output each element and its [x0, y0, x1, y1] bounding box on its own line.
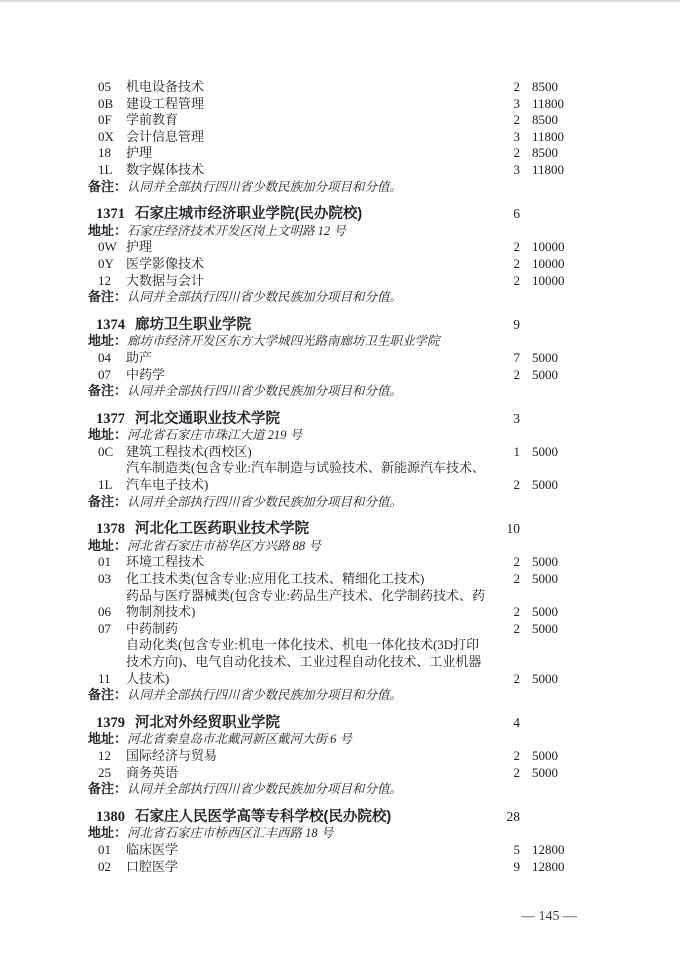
major-plan-count: 5: [513, 841, 520, 857]
university-total-plan: 28: [506, 808, 520, 824]
address-text: 河北省石家庄市裕华区方兴路 88 号: [127, 538, 321, 553]
university-name: 河北化工医药职业技术学院: [135, 521, 309, 538]
remark-row: [88, 494, 582, 511]
major-plan-count: 2: [513, 112, 520, 128]
university-header: [88, 317, 582, 334]
major-tuition-fee: 5000: [532, 366, 558, 382]
university-section: [88, 521, 582, 704]
major-code: 07: [98, 620, 111, 636]
major-code: 0X: [98, 128, 114, 144]
major-plan-count: 2: [513, 670, 520, 686]
major-row: [88, 554, 582, 571]
remark-text: 认同并全部执行四川省少数民族加分项目和分值。: [127, 384, 403, 399]
remark-row: [88, 179, 582, 196]
major-row: [88, 460, 582, 493]
remark-label: 备注：: [88, 178, 128, 194]
major-name: 汽车制造类(包含专业:汽车制造与试验技术、新能源汽车技术、汽车电子技术): [126, 460, 485, 493]
address-row: [88, 427, 582, 444]
major-code: 06: [98, 604, 111, 620]
university-total-plan: 10: [506, 521, 520, 537]
major-plan-count: 2: [513, 747, 520, 763]
major-code: 07: [98, 366, 111, 382]
address-text: 河北省秦皇岛市北戴河新区戴河大街 6 号: [127, 732, 353, 747]
major-row: [88, 350, 582, 367]
major-name: 护理: [126, 239, 153, 255]
major-tuition-fee: 11800: [532, 95, 565, 111]
major-row: [88, 79, 582, 96]
page-number: — 145 —: [521, 909, 577, 924]
university-name: 河北对外经贸职业学院: [135, 714, 280, 731]
address-row: [88, 825, 582, 842]
university-header: [88, 715, 582, 732]
address-text: 河北省石家庄市桥西区汇丰西路 18 号: [127, 826, 334, 841]
major-name: 化工技术类(包含专业:应用化工技术、精细化工技术): [126, 571, 425, 587]
major-tuition-fee: 12800: [532, 841, 565, 857]
address-row: [88, 731, 582, 748]
major-row: [88, 859, 582, 876]
university-section: [88, 715, 582, 798]
remark-text: 认同并全部执行四川省少数民族加分项目和分值。: [127, 688, 403, 703]
remark-label: 备注：: [88, 289, 128, 305]
page-footer: [507, 893, 577, 941]
major-row: [88, 637, 582, 687]
major-plan-count: 3: [513, 95, 520, 111]
university-header: [88, 411, 582, 428]
major-code: 05: [98, 79, 111, 94]
major-code: 1L: [98, 477, 113, 493]
major-row: [88, 367, 582, 384]
major-tuition-fee: 12800: [532, 858, 565, 874]
remark-text: 认同并全部执行四川省少数民族加分项目和分值。: [127, 290, 403, 305]
major-name: 医学影像技术: [126, 255, 205, 271]
major-plan-count: 1: [513, 443, 520, 459]
university-code: 1380: [96, 808, 125, 825]
major-tuition-fee: 5000: [532, 604, 558, 620]
university-total-plan: 4: [513, 714, 520, 730]
major-tuition-fee: 10000: [532, 239, 565, 255]
major-plan-count: 2: [513, 604, 520, 620]
university-header: [88, 521, 582, 538]
major-tuition-fee: 5000: [532, 620, 558, 636]
university-name: 石家庄城市经济职业学院(民办院校): [135, 206, 363, 223]
address-text: 河北省石家庄市珠江大道 219 号: [127, 428, 303, 443]
major-plan-count: 2: [513, 620, 520, 636]
university-name: 廊坊卫生职业学院: [135, 316, 251, 333]
university-total-plan: 6: [513, 206, 520, 222]
major-name: 建筑工程技术(西校区): [126, 443, 252, 459]
major-plan-count: 2: [513, 477, 520, 493]
major-code: 18: [98, 145, 111, 161]
remark-row: [88, 289, 582, 306]
address-label: 地址：: [88, 731, 128, 747]
major-row: [88, 444, 582, 461]
major-name: 建设工程管理: [126, 95, 205, 111]
university-header: [88, 206, 582, 223]
major-tuition-fee: 5000: [532, 764, 558, 780]
major-tuition-fee: 5000: [532, 554, 558, 570]
major-name: 国际经济与贸易: [126, 747, 218, 763]
major-row: [88, 239, 582, 256]
address-text: 石家庄经济技术开发区岗上文明路 12 号: [127, 223, 346, 238]
major-name: 中药制药: [126, 620, 179, 636]
major-code: 11: [98, 670, 111, 686]
major-name: 助产: [126, 349, 153, 365]
university-code: 1378: [96, 521, 125, 538]
address-row: [88, 223, 582, 240]
scan-edge-artifact: [0, 0, 680, 2]
major-tuition-fee: 11800: [532, 161, 565, 177]
major-plan-count: 2: [513, 571, 520, 587]
major-row: [88, 112, 582, 129]
university-total-plan: 3: [513, 410, 520, 426]
major-plan-count: 2: [513, 366, 520, 382]
major-name: 大数据与会计: [126, 272, 205, 288]
remark-label: 备注：: [88, 493, 128, 509]
remark-row: [88, 383, 582, 400]
major-plan-count: 7: [513, 349, 520, 365]
major-code: 12: [98, 272, 111, 288]
major-name: 口腔医学: [126, 858, 179, 874]
major-row: [88, 256, 582, 273]
major-row: [88, 748, 582, 765]
university-code: 1374: [96, 316, 125, 333]
remark-label: 备注：: [88, 781, 128, 797]
university-section: [88, 317, 582, 400]
university-code: 1371: [96, 206, 125, 223]
address-label: 地址：: [88, 333, 128, 349]
remark-text: 认同并全部执行四川省少数民族加分项目和分值。: [127, 782, 403, 797]
major-tuition-fee: 8500: [532, 112, 558, 128]
major-row: [88, 842, 582, 859]
major-tuition-fee: 11800: [532, 128, 565, 144]
major-code: 12: [98, 747, 111, 763]
major-name: 数字媒体技术: [126, 161, 205, 177]
major-plan-count: 2: [513, 239, 520, 255]
address-row: [88, 538, 582, 555]
major-code: 0F: [98, 112, 112, 128]
major-name: 环境工程技术: [126, 554, 205, 570]
remark-text: 认同并全部执行四川省少数民族加分项目和分值。: [127, 179, 403, 194]
major-plan-count: 2: [513, 554, 520, 570]
major-code: 01: [98, 841, 111, 857]
address-text: 廊坊市经济开发区东方大学城四光路南廊坊卫生职业学院: [127, 334, 440, 349]
major-code: 1L: [98, 161, 113, 177]
university-total-plan: 9: [513, 316, 520, 332]
address-label: 地址：: [88, 537, 128, 553]
major-row: [88, 129, 582, 146]
major-row: [88, 571, 582, 588]
major-code: 02: [98, 858, 111, 874]
continued-major-list: [88, 79, 582, 195]
major-tuition-fee: 5000: [532, 443, 558, 459]
address-label: 地址：: [88, 427, 128, 443]
major-plan-count: 2: [513, 272, 520, 288]
major-tuition-fee: 5000: [532, 349, 558, 365]
university-section: [88, 411, 582, 511]
major-name: 机电设备技术: [126, 79, 205, 94]
university-section: [88, 206, 582, 306]
major-tuition-fee: 5000: [532, 571, 558, 587]
major-plan-count: 3: [513, 161, 520, 177]
major-code: 0Y: [98, 255, 114, 271]
major-name: 商务英语: [126, 764, 179, 780]
university-name: 石家庄人民医学高等专科学校(民办院校): [135, 808, 392, 825]
page-content: [88, 79, 582, 875]
major-name: 临床医学: [126, 841, 179, 857]
major-row: [88, 588, 582, 621]
remark-label: 备注：: [88, 687, 128, 703]
major-plan-count: 3: [513, 128, 520, 144]
major-code: 03: [98, 571, 111, 587]
major-tuition-fee: 8500: [532, 79, 558, 94]
major-name: 自动化类(包含专业:机电一体化技术、机电一体化技术(3D打印技术方向)、电气自动化技术、工业过程自动化技术、工业机器人技术): [126, 637, 482, 686]
major-tuition-fee: 10000: [532, 272, 565, 288]
address-label: 地址：: [88, 222, 128, 238]
major-name: 药品与医疗器械类(包含专业:药品生产技术、化学制药技术、药物制剂技术): [126, 587, 485, 620]
major-name: 中药学: [126, 366, 166, 382]
major-plan-count: 2: [513, 255, 520, 271]
remark-label: 备注：: [88, 383, 128, 399]
major-row: [88, 162, 582, 179]
major-plan-count: 2: [513, 145, 520, 161]
major-plan-count: 9: [513, 858, 520, 874]
university-code: 1379: [96, 714, 125, 731]
address-label: 地址：: [88, 825, 128, 841]
university-code: 1377: [96, 410, 125, 427]
major-name: 学前教育: [126, 112, 179, 128]
major-row: [88, 145, 582, 162]
major-tuition-fee: 5000: [532, 670, 558, 686]
remark-text: 认同并全部执行四川省少数民族加分项目和分值。: [127, 494, 403, 509]
major-code: 01: [98, 554, 111, 570]
university-name: 河北交通职业技术学院: [135, 410, 280, 427]
major-row: [88, 96, 582, 113]
major-tuition-fee: 5000: [532, 747, 558, 763]
major-name: 护理: [126, 145, 153, 161]
major-name: 会计信息管理: [126, 128, 205, 144]
remark-row: [88, 781, 582, 798]
major-plan-count: 2: [513, 764, 520, 780]
major-code: 04: [98, 349, 111, 365]
address-row: [88, 333, 582, 350]
major-code: 0W: [98, 239, 117, 255]
major-plan-count: 2: [513, 79, 520, 94]
major-tuition-fee: 5000: [532, 477, 558, 493]
major-row: [88, 273, 582, 290]
university-section: [88, 809, 582, 875]
major-row: [88, 765, 582, 782]
remark-row: [88, 687, 582, 704]
major-tuition-fee: 10000: [532, 255, 565, 271]
university-header: [88, 809, 582, 826]
major-code: 0C: [98, 443, 114, 459]
major-code: 0B: [98, 95, 114, 111]
major-row: [88, 621, 582, 638]
major-code: 25: [98, 764, 111, 780]
major-tuition-fee: 8500: [532, 145, 558, 161]
